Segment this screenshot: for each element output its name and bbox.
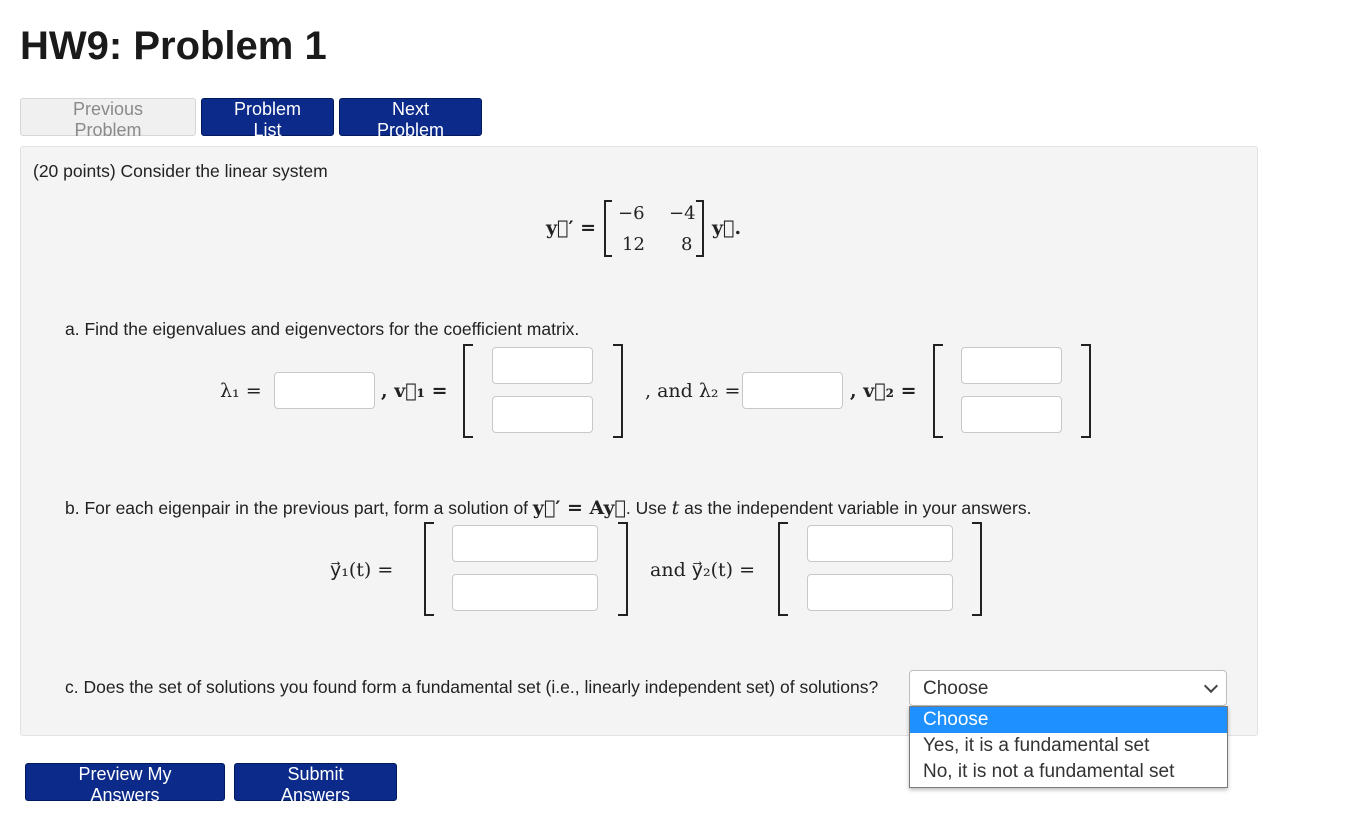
v2-label: , v⃗₂ = bbox=[850, 380, 917, 402]
y1-label: y⃗₁(t) = bbox=[330, 559, 394, 581]
part-b-text-before: b. For each eigenpair in the previous part, form a solution of bbox=[65, 498, 533, 518]
previous-problem-button[interactable]: Previous Problem bbox=[20, 98, 196, 136]
matrix-cell-11: −6 bbox=[618, 203, 645, 224]
y2-label: and y⃗₂(t) = bbox=[650, 559, 756, 581]
equation-rhs: y⃗. bbox=[712, 217, 742, 239]
y1-component-2-input[interactable] bbox=[452, 574, 598, 611]
select-current-value: Choose bbox=[923, 678, 989, 699]
v2-left-bracket bbox=[933, 344, 943, 438]
part-b-text-mid: . Use bbox=[625, 498, 672, 518]
part-b-equation: y⃗′ = Ay⃗ bbox=[532, 497, 626, 519]
y2-component-1-input[interactable] bbox=[807, 525, 953, 562]
chevron-down-icon bbox=[1204, 679, 1218, 693]
preview-answers-button[interactable]: Preview My Answers bbox=[25, 763, 225, 801]
v2-component-2-input[interactable] bbox=[961, 396, 1062, 433]
option-no[interactable]: No, it is not a fundamental set bbox=[923, 761, 1175, 782]
y1-right-bracket bbox=[618, 522, 628, 616]
v1-label: , v⃗₁ = bbox=[381, 380, 448, 402]
submit-answers-button[interactable]: Submit Answers bbox=[234, 763, 397, 801]
part-b-variable: t bbox=[671, 497, 680, 519]
v1-left-bracket bbox=[463, 344, 473, 438]
fundamental-set-select[interactable] bbox=[909, 670, 1227, 706]
lambda1-input[interactable] bbox=[274, 372, 375, 409]
y2-component-2-input[interactable] bbox=[807, 574, 953, 611]
part-b-text bbox=[65, 497, 1031, 519]
matrix-right-bracket bbox=[696, 200, 704, 257]
option-yes[interactable]: Yes, it is a fundamental set bbox=[923, 735, 1150, 756]
problem-list-button[interactable]: Problem List bbox=[201, 98, 334, 136]
v1-right-bracket bbox=[613, 344, 623, 438]
y1-component-1-input[interactable] bbox=[452, 525, 598, 562]
option-choose[interactable]: Choose bbox=[910, 707, 1227, 733]
part-c-text: c. Does the set of solutions you found form a fundamental set (i.e., linearly independent set) of solutions? bbox=[65, 677, 879, 697]
y2-left-bracket bbox=[778, 522, 788, 616]
matrix-left-bracket bbox=[604, 200, 612, 257]
v2-component-1-input[interactable] bbox=[961, 347, 1062, 384]
y2-right-bracket bbox=[972, 522, 982, 616]
v2-right-bracket bbox=[1081, 344, 1091, 438]
lambda2-label: , and λ₂ = bbox=[645, 380, 741, 402]
lambda1-label: λ₁ = bbox=[220, 380, 262, 402]
v1-component-1-input[interactable] bbox=[492, 347, 593, 384]
part-b-text-after: as the independent variable in your answers. bbox=[679, 498, 1032, 518]
v1-component-2-input[interactable] bbox=[492, 396, 593, 433]
part-a-text: a. Find the eigenvalues and eigenvectors for the coefficient matrix. bbox=[65, 319, 580, 339]
next-problem-button[interactable]: Next Problem bbox=[339, 98, 482, 136]
problem-intro: (20 points) Consider the linear system bbox=[33, 161, 328, 181]
matrix-cell-12: −4 bbox=[669, 203, 696, 224]
matrix-cell-21: 12 bbox=[622, 234, 645, 255]
lambda2-input[interactable] bbox=[742, 372, 843, 409]
page-title: HW9: Problem 1 bbox=[20, 24, 327, 68]
y1-left-bracket bbox=[424, 522, 434, 616]
fundamental-set-dropdown bbox=[909, 706, 1228, 788]
equation-lhs: y⃗′ = bbox=[546, 217, 596, 239]
matrix-cell-22: 8 bbox=[681, 234, 693, 255]
